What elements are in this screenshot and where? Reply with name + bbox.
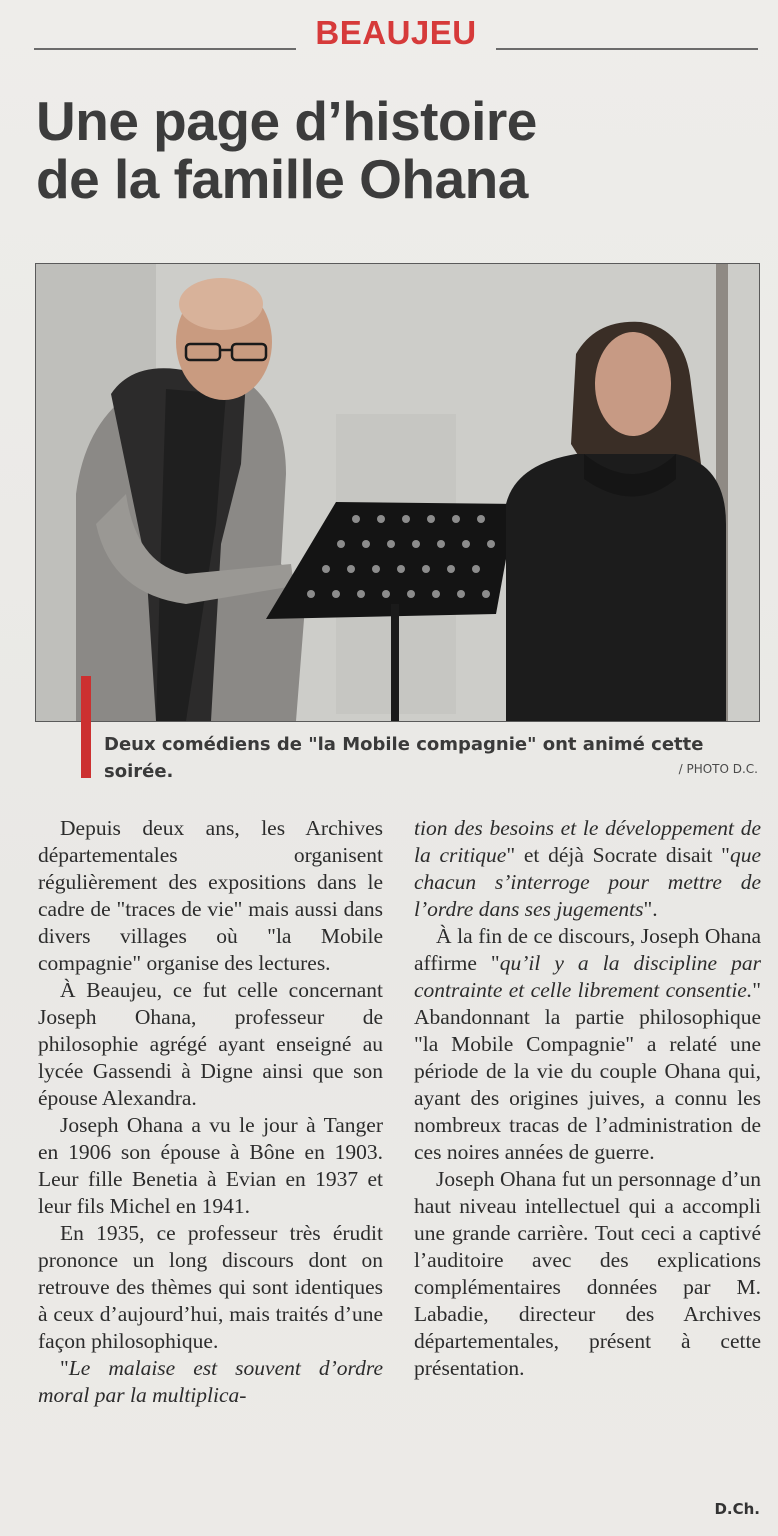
quote-continued: tion des besoins et le développement de la critique: [414, 816, 761, 867]
paragraph-5: [38, 1355, 383, 1409]
author-signature: D.Ch.: [714, 1500, 760, 1518]
headline-line-1: Une page d’histoire: [36, 90, 537, 152]
quote-text: Le malaise est souvent d’ordre moral par la multiplica-: [38, 1356, 383, 1407]
paragraph-6-start: À la fin de ce discours, Joseph Ohana affirme ": [414, 924, 761, 975]
article-column-right: [414, 815, 761, 1382]
paragraph-6: [414, 923, 761, 1166]
photo-caption: Deux comédiens de "la Mobile compagnie" ont animé cette soirée.: [104, 734, 704, 782]
ohana-quote: qu’il y a la discipline par contrainte et celle librement consentie.: [414, 951, 761, 1002]
paragraph-6-end: " Abandonnant la partie philosophique "la Mobile Compagnie" a relaté une période de la vie du couple Ohana qui, ayant des origines juives, a connu les nombreux tracas de l’administration de ces noires années de guerre.: [414, 978, 761, 1164]
quote-open: ": [60, 1356, 69, 1380]
paragraph-2: À Beaujeu, ce fut celle concernant Joseph Ohana, professeur de philosophie agrégé ayant enseigné au lycée Gassendi à Digne ainsi que son épouse Alexandra.: [38, 978, 383, 1110]
section-rule-left: [34, 48, 296, 50]
caption-accent-bar: [81, 676, 91, 778]
quote-connector: " et déjà Socrate disait ": [506, 843, 730, 867]
paragraph-5-continued: [414, 815, 761, 923]
photo-illustration: [36, 264, 759, 721]
paragraph-1: Depuis deux ans, les Archives départementales organisent régulièrement des expositions dans le cadre de "traces de vie" mais aussi dans divers villages où "la Mobile compagnie" organise des lectures.: [38, 816, 383, 975]
article-column-left: [38, 815, 383, 1409]
article-photo: [35, 263, 760, 722]
headline-line-2: de la famille Ohana: [36, 148, 528, 210]
paragraph-4: En 1935, ce professeur très érudit prononce un long discours dont on retrouve des thèmes qui sont identiques à ceux d’aujourd’hui, mais traités d’une façon philosophique.: [38, 1221, 383, 1353]
paragraph-3: Joseph Ohana a vu le jour à Tanger en 1906 son épouse à Bône en 1903. Leur fille Benetia à Evian en 1937 et leur fils Michel en 1941.: [38, 1113, 383, 1218]
socrates-quote: que chacun s’interroge pour mettre de l’ordre dans ses jugements: [414, 843, 761, 921]
section-rule-right: [496, 48, 758, 50]
paragraph-7: Joseph Ohana fut un personnage d’un haut niveau intellectuel qui a accompli une grande carrière. Tout ceci a captivé l’auditoire avec des explications complémentaires données par M. Labadie, directeur des Archives départementales, présent à cette présentation.: [414, 1167, 761, 1380]
quote-close: ".: [643, 897, 658, 921]
section-label: BEAUJEU: [315, 14, 477, 51]
photo-credit: / PHOTO D.C.: [678, 762, 758, 776]
headline: [36, 92, 756, 208]
